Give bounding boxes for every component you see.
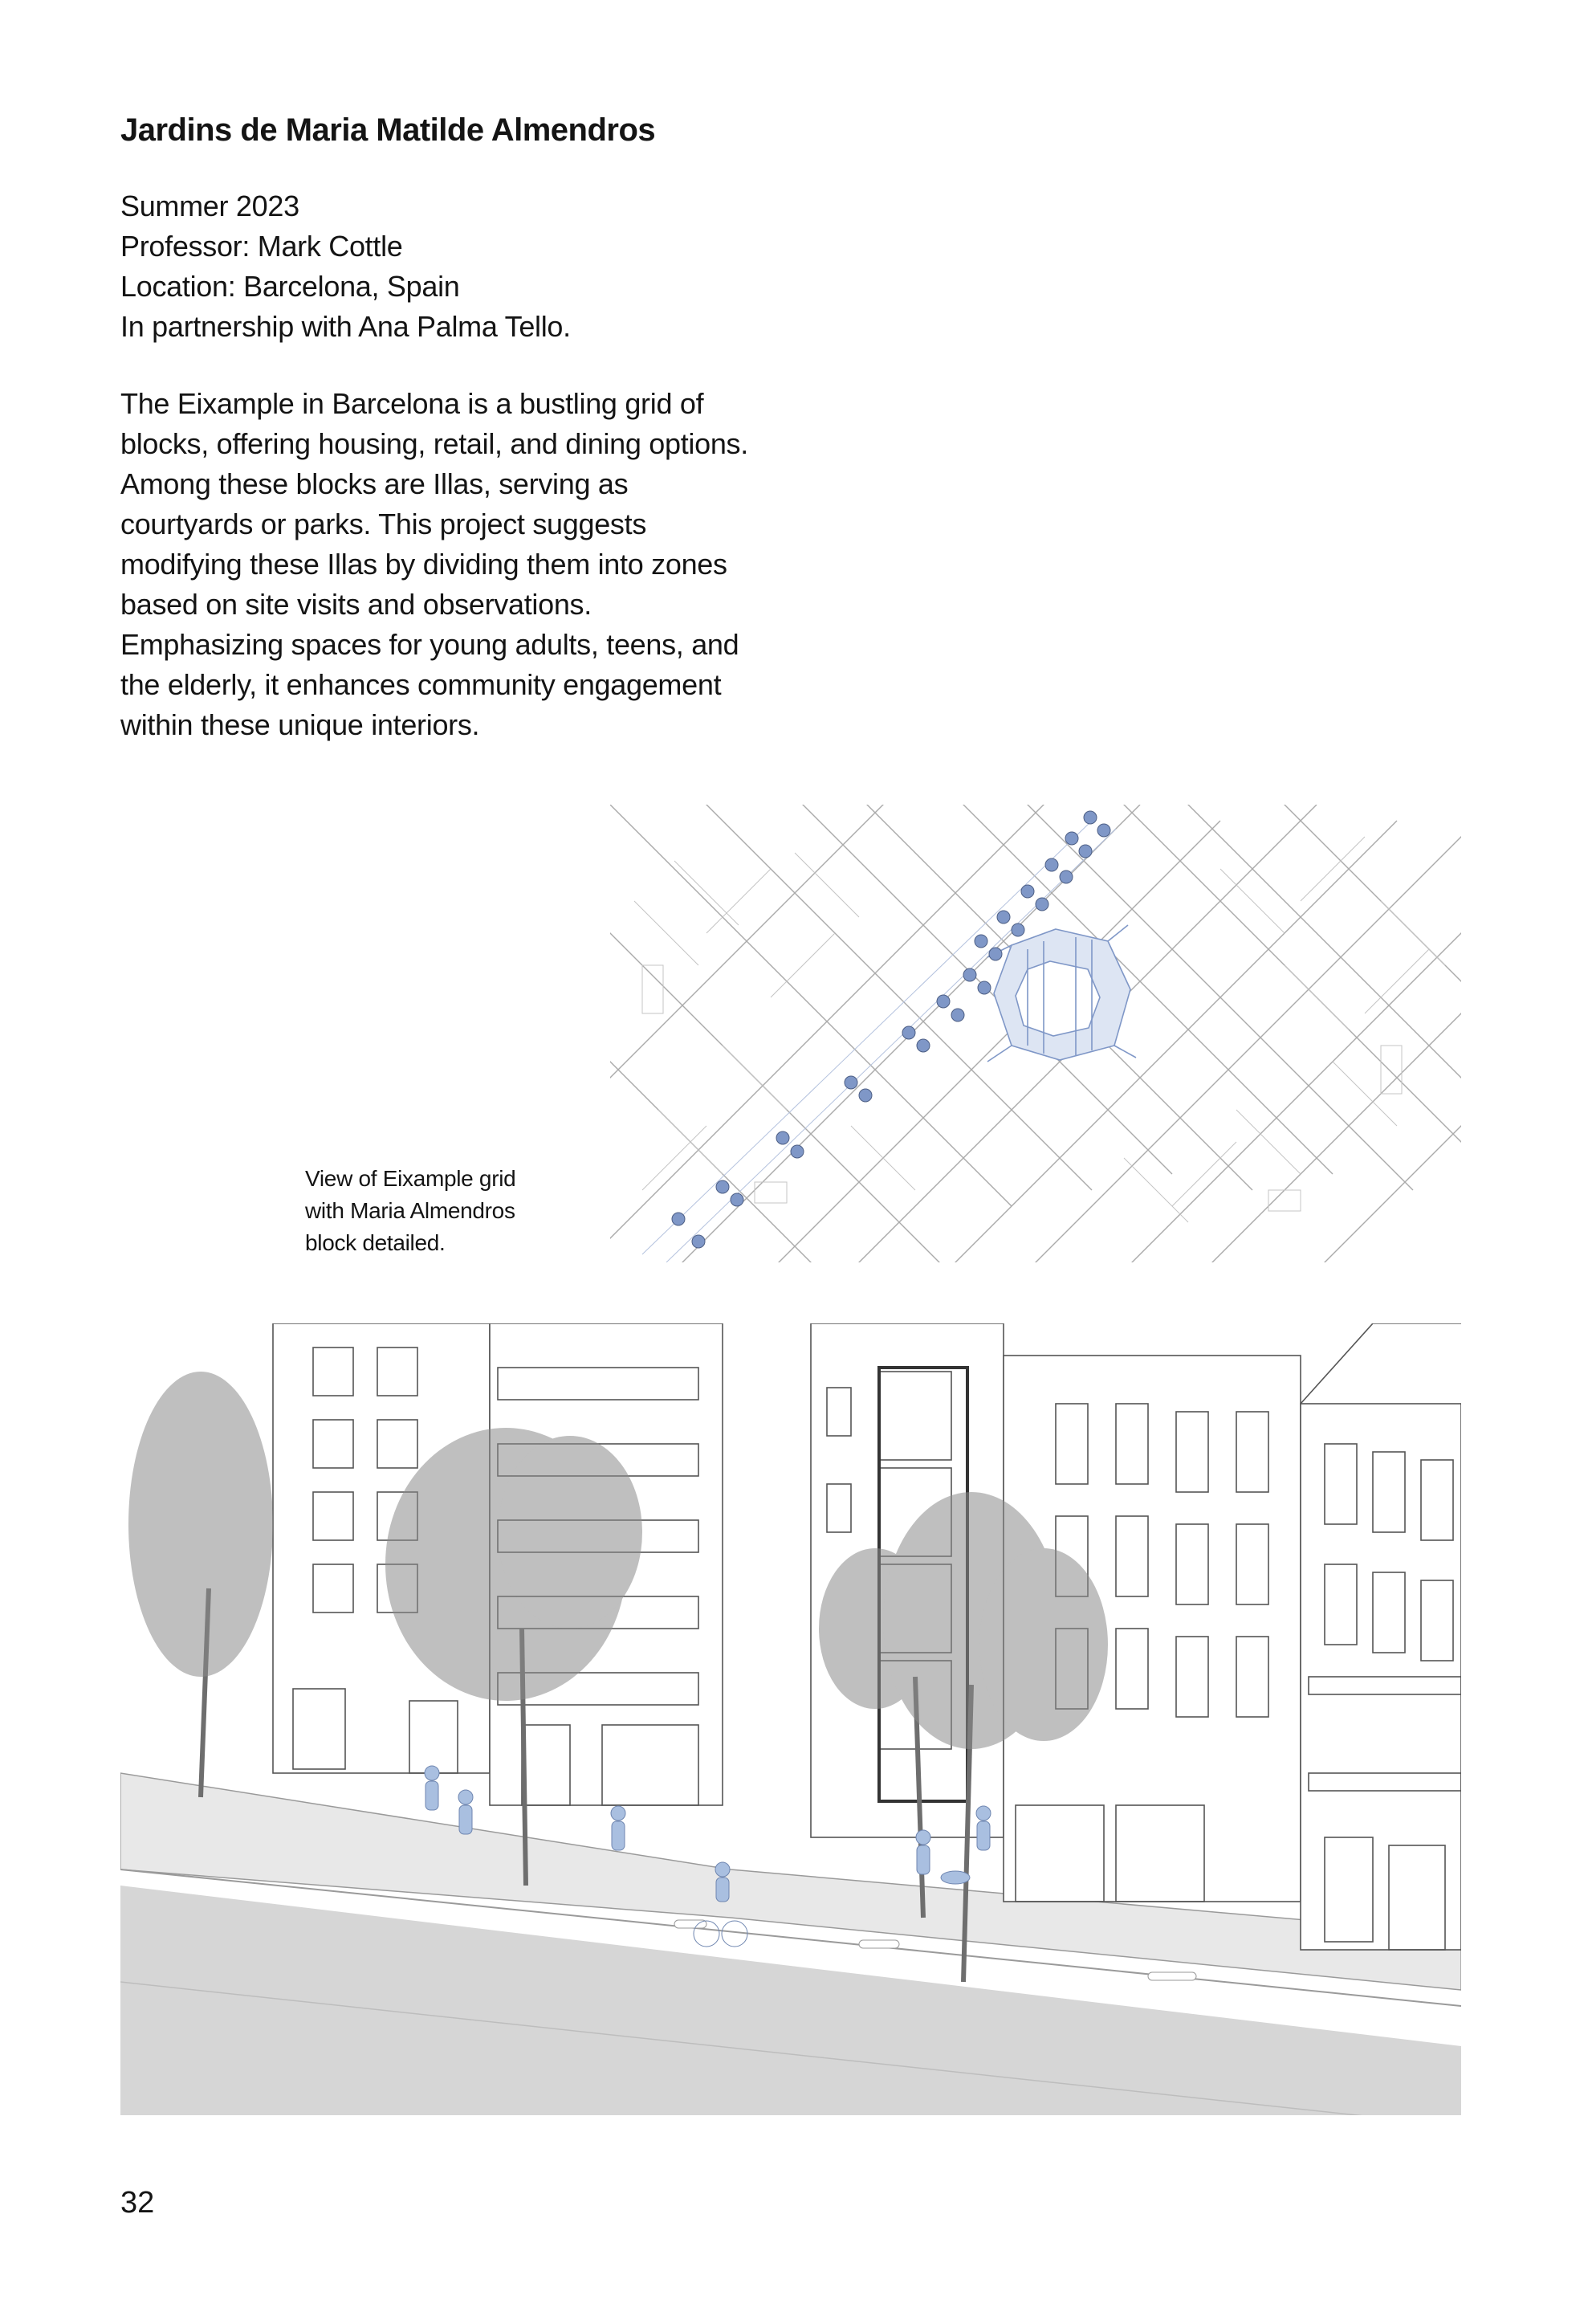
street-perspective-drawing [120,1323,1461,2115]
project-description: The Eixample in Barcelona is a bustling grid of blocks, offering housing, retail, and dining options. Among these blocks are Illas, serving as courtyards or parks. This project suggests modifying these Illas by dividing them into zones based on site visits and observations. Emphasizing spaces for young adults, teens, and the elderly, it enhances community engagement within these unique interiors. [120,387,748,741]
project-partnership: In partnership with Ana Palma Tello. [120,310,571,343]
page-title: Jardins de Maria Matilde Almendros [120,112,656,148]
project-professor: Professor: Mark Cottle [120,230,403,263]
project-meta [120,186,571,347]
project-location: Location: Barcelona, Spain [120,270,460,303]
page-number: 32 [120,2186,155,2220]
eixample-grid-drawing [610,805,1461,1262]
project-term: Summer 2023 [120,190,299,222]
figure-caption: View of Eixample grid with Maria Almendros block detailed. [305,1166,516,1255]
